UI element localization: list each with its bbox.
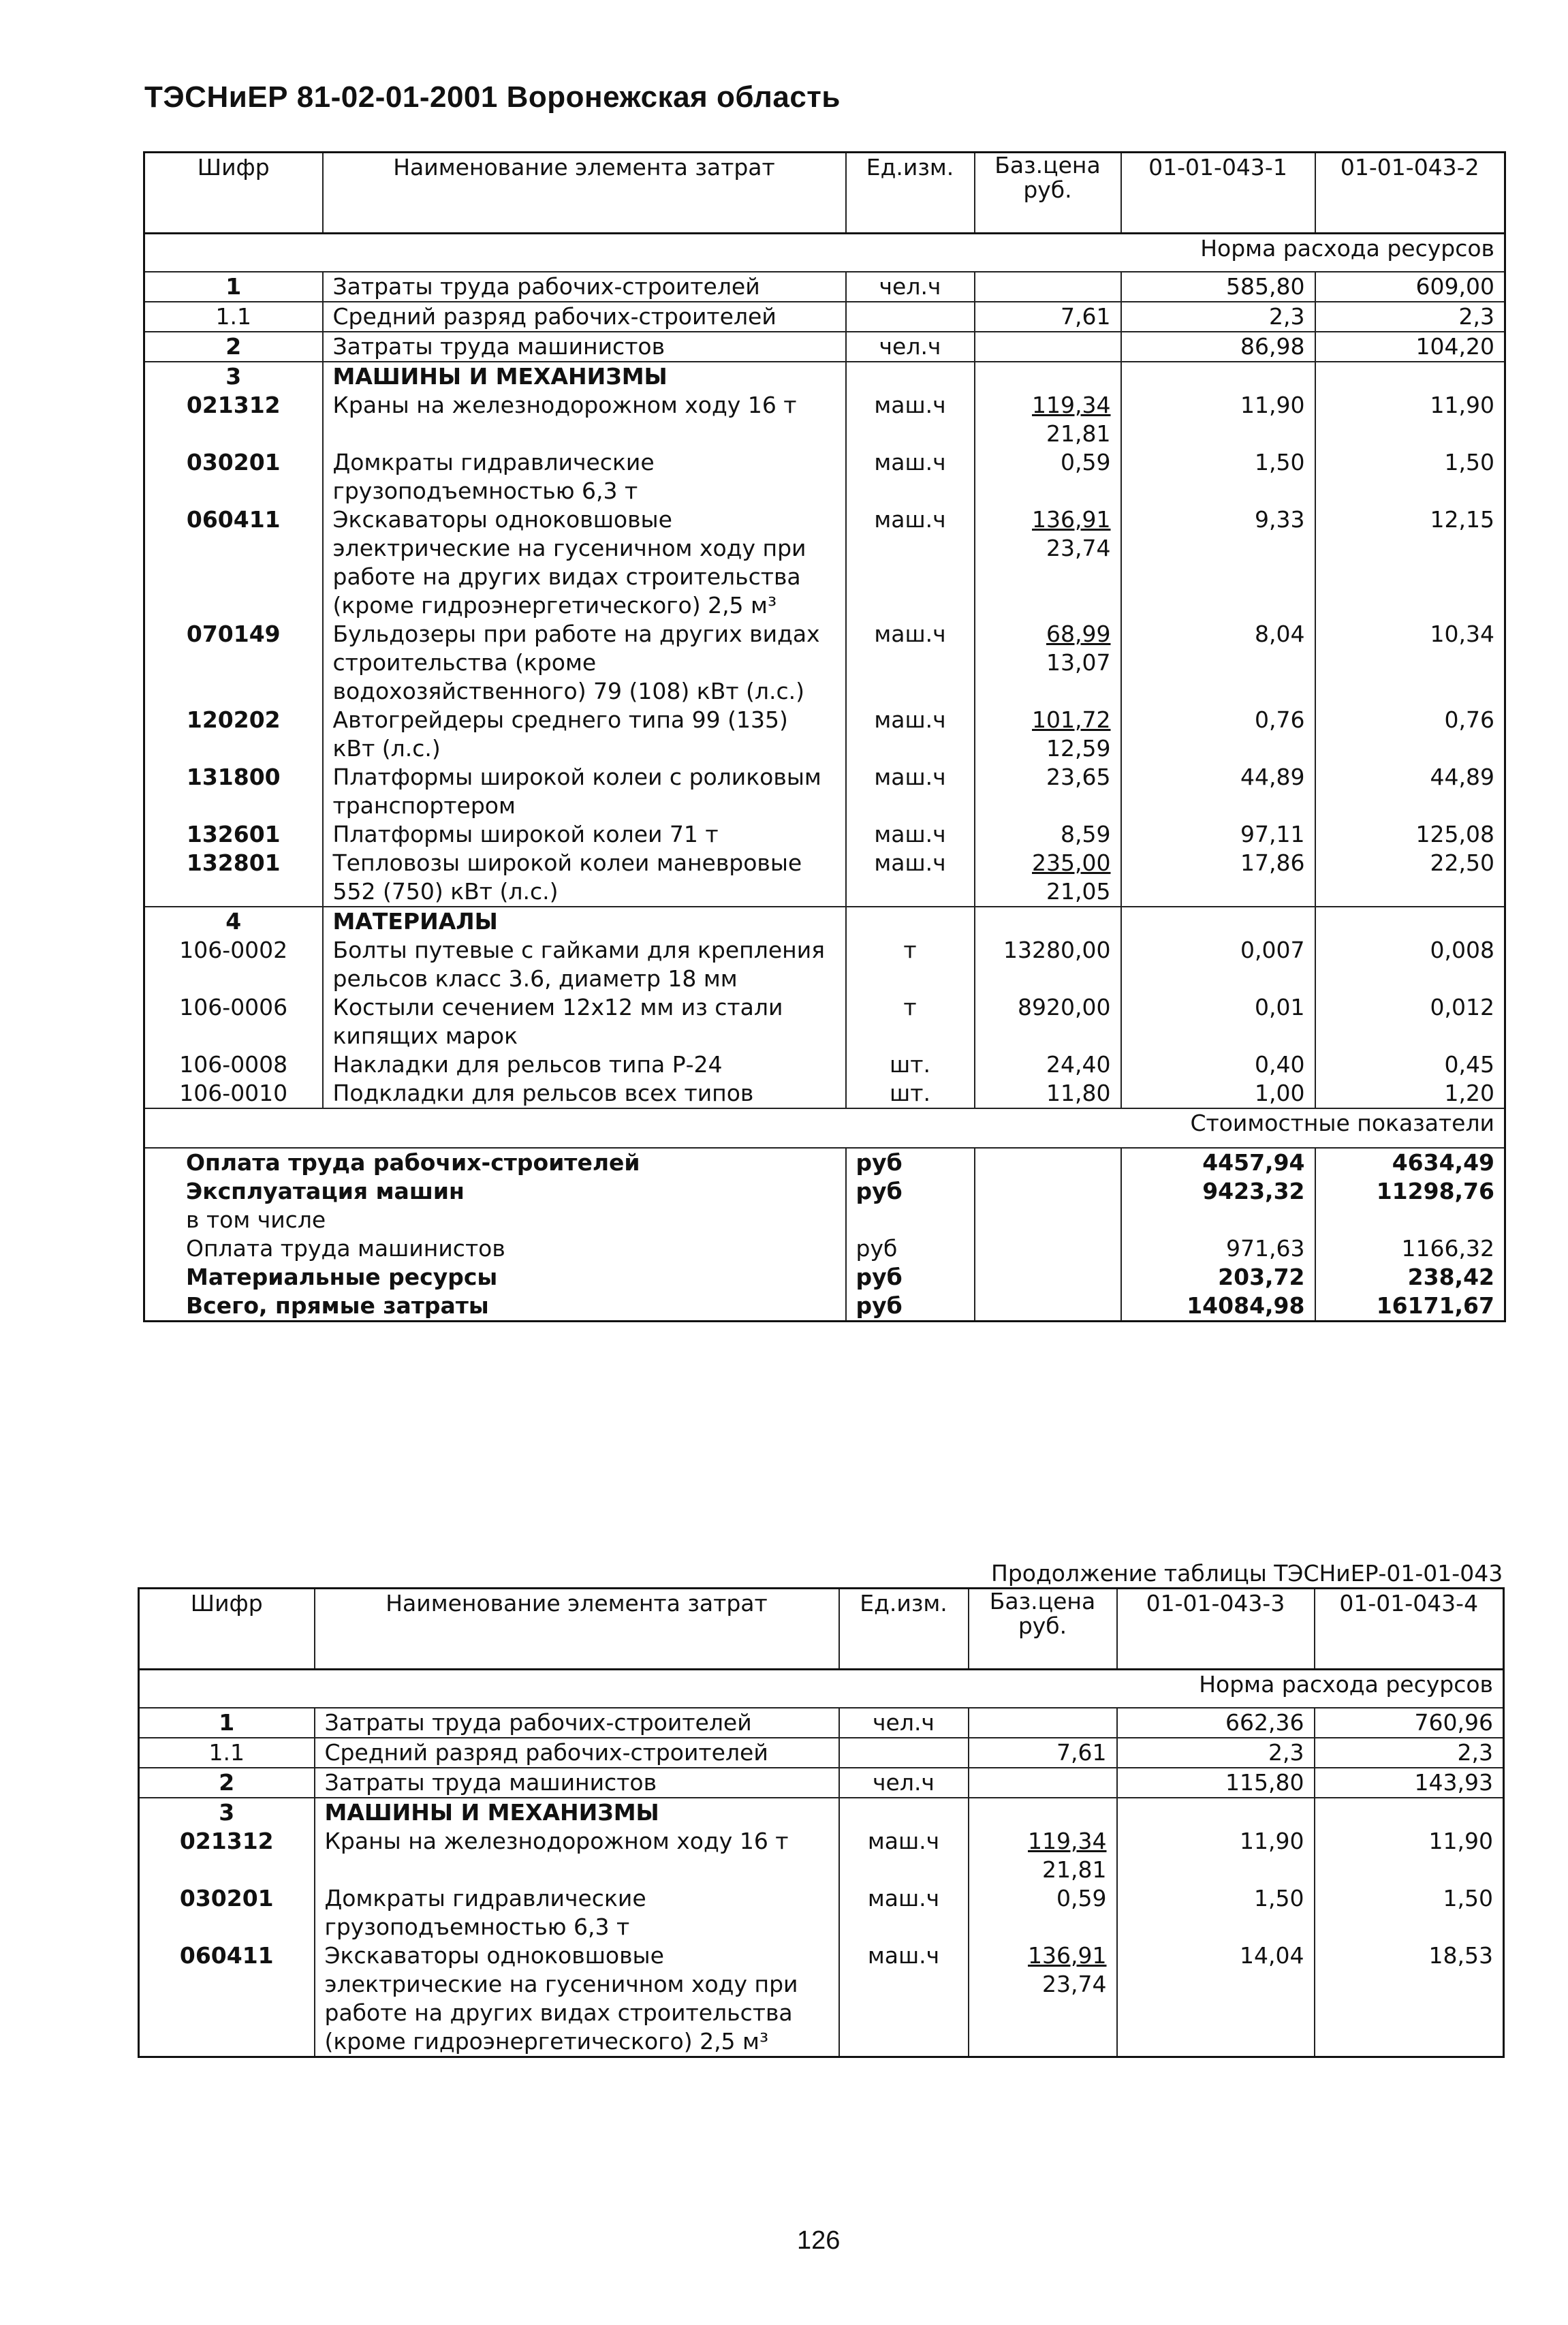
cell-name: Экскаваторы одноковшовые электрические на гусеничном ходу при работе на других видах строительства (кроме гидроэнергетического) 2,5 м³ [323,505,846,620]
total-value-2: 4634,49 [1392,1149,1494,1176]
cell-value-1: 1,50 [1117,1884,1315,1941]
cell-value-1: 0,40 [1121,1050,1315,1079]
cell-cipher: 120202 [144,706,323,763]
cell-value-2: 104,20 [1315,332,1505,362]
total-value-2: 16171,67 [1376,1292,1494,1319]
table-row [144,936,1505,993]
total-empty [975,1177,1121,1206]
price-sub: 13,07 [1046,649,1111,676]
cell-name: Экскаваторы одноковшовые электрические на гусеничном ходу при работе на других видах строительства (кроме гидроэнергетического) 2,5 м³ [315,1941,839,2057]
header-unit: Ед.изм. [839,1589,969,1670]
cell-unit: маш.ч [839,1884,969,1941]
cell-name: Краны на железнодорожном ходу 16 т [315,1827,839,1884]
price-sub: 21,81 [1042,1856,1107,1883]
cell-price: 11,80 [975,1079,1121,1108]
cell-value-1: 2,3 [1121,302,1315,332]
cell-cipher: 021312 [144,391,323,448]
cell-name: Платформы широкой колеи 71 т [323,820,846,849]
cell-cipher: 106-0010 [144,1079,323,1108]
total-label: в том числе [144,1206,846,1234]
cell-price [975,362,1121,391]
cell-value-1: 662,36 [1117,1708,1315,1738]
cell-cipher: 131800 [144,763,323,820]
header-unit: Ед.изм. [846,153,975,234]
cell-price: 7,61 [975,302,1121,332]
table-row [144,620,1505,706]
cell-name: Бульдозеры при работе на других видах строительства (кроме водохозяйственного) 79 (108) кВт (л.с.) [323,620,846,706]
cell-cipher: 3 [139,1798,315,1827]
cell-unit: маш.ч [846,391,975,448]
cell-cipher: 106-0008 [144,1050,323,1079]
total-value-2 [1315,1206,1505,1234]
total-label: Всего, прямые затраты [144,1292,846,1322]
cell-value-1: 0,76 [1121,706,1315,763]
price-sub: 21,05 [1046,878,1111,905]
table-row [144,849,1505,907]
cell-value-1: 1,00 [1121,1079,1315,1108]
cell-value-1: 11,90 [1117,1827,1315,1884]
table-row [144,763,1505,820]
total-unit: руб [846,1177,975,1206]
table-row [144,448,1505,505]
cell-value-1: 585,80 [1121,272,1315,302]
cell-value-1: 9,33 [1121,505,1315,620]
header-cipher: Шифр [139,1589,315,1670]
cell-value-2: 760,96 [1315,1708,1504,1738]
cell-unit: чел.ч [839,1768,969,1798]
cell-unit: шт. [846,1079,975,1108]
table-row [144,302,1505,332]
price-sub: 23,74 [1042,1971,1107,1997]
totals-row [144,1206,1505,1234]
norma-row [139,1670,1504,1708]
total-empty [975,1148,1121,1177]
cell-value-2: 0,012 [1430,994,1494,1020]
header-base-price: Баз.цена руб. [969,1589,1117,1670]
cell-value-2 [1315,362,1505,391]
cell-price: 13280,00 [975,936,1121,993]
cell-price [969,1768,1117,1798]
header-name: Наименование элемента затрат [315,1589,839,1670]
header-code-2: 01-01-043-2 [1315,153,1505,234]
cell-value-1 [1117,1798,1315,1827]
cell-price: 8,59 [975,820,1121,849]
cell-price [969,1827,1117,1884]
cell-unit: маш.ч [846,706,975,763]
resource-table-2 [138,1587,1505,2058]
price-sub: 23,74 [1046,535,1111,561]
cell-name: Краны на железнодорожном ходу 16 т [323,391,846,448]
cell-unit: маш.ч [846,763,975,820]
norma-row [144,234,1505,272]
cell-value-1 [1121,907,1315,936]
total-value-2: 11298,76 [1376,1178,1494,1204]
cell-value-1: 0,007 [1121,936,1315,993]
price-main: 119,34 [1028,1828,1107,1854]
cell-value-2: 125,08 [1415,821,1494,847]
cell-price [969,1798,1117,1827]
cell-name: Тепловозы широкой колеи маневровые 552 (750) кВт (л.с.) [323,849,846,907]
cell-price [975,272,1121,302]
page-title: ТЭСНиЕР 81-02-01-2001 Воронежская область [144,80,841,114]
norma-label: Норма расхода ресурсов [139,1670,1504,1708]
table-row [144,272,1505,302]
cell-value-2: 609,00 [1315,272,1505,302]
cell-value-1: 2,3 [1117,1738,1315,1768]
price-main: 235,00 [1032,849,1111,876]
cell-price [975,391,1121,448]
cell-name: Домкраты гидравлические грузоподъемностью 6,3 т [323,448,846,505]
table-row [144,391,1505,448]
cell-value-2: 2,3 [1315,1738,1504,1768]
cell-name: Средний разряд рабочих-строителей [315,1738,839,1768]
cell-unit: маш.ч [846,820,975,849]
cell-cipher: 1.1 [144,302,323,332]
cell-cipher: 106-0002 [144,936,323,993]
cell-price [975,849,1121,907]
norma-label: Норма расхода ресурсов [144,234,1505,272]
total-value-2: 1166,32 [1401,1235,1494,1262]
cell-cipher: 4 [144,907,323,936]
totals-row [144,1234,1505,1263]
table-row [139,1827,1504,1884]
table-header-row [144,153,1505,234]
cell-cipher: 2 [139,1768,315,1798]
cell-value-1: 14,04 [1117,1941,1315,2057]
cell-value-1: 8,04 [1121,620,1315,706]
cell-name: Затраты труда рабочих-строителей [323,272,846,302]
cell-name: Болты путевые с гайками для крепления рельсов класс 3.6, диаметр 18 мм [323,936,846,993]
cell-value-2 [1315,907,1505,936]
cell-value-2: 11,90 [1428,1828,1493,1854]
table-row [144,505,1505,620]
price-main: 68,99 [1046,621,1111,647]
table-row [144,907,1505,936]
cell-unit [839,1798,969,1827]
cell-name: Автогрейдеры среднего типа 99 (135) кВт (л.с.) [323,706,846,763]
cell-cipher: 2 [144,332,323,362]
total-unit: руб [846,1234,975,1263]
cell-unit: т [846,993,975,1050]
cell-name: МАШИНЫ И МЕХАНИЗМЫ [315,1798,839,1827]
cell-price [969,1941,1117,2057]
cell-value-2: 12,15 [1430,506,1494,533]
cell-cipher: 021312 [139,1827,315,1884]
total-value-2: 238,42 [1407,1264,1494,1290]
cell-unit: маш.ч [846,849,975,907]
cell-value-2: 2,3 [1315,302,1505,332]
table2-body [139,1708,1504,2057]
total-empty [975,1263,1121,1292]
table1-body [144,272,1505,1108]
cell-value-2: 0,45 [1444,1051,1494,1078]
cell-value-2 [1315,1798,1504,1827]
cell-cipher: 060411 [144,505,323,620]
table-row [139,1738,1504,1768]
table-row [144,332,1505,362]
cell-name: МАТЕРИАЛЫ [323,907,846,936]
cell-unit: чел.ч [846,332,975,362]
cost-label-row [144,1108,1505,1148]
cell-price [975,620,1121,706]
cell-value-2: 143,93 [1315,1768,1504,1798]
cell-unit [846,302,975,332]
table-row [139,1798,1504,1827]
table-row [144,1050,1505,1079]
table2-header-row [139,1589,1504,1670]
cell-name: МАШИНЫ И МЕХАНИЗМЫ [323,362,846,391]
cell-value-1: 17,86 [1121,849,1315,907]
total-label: Материальные ресурсы [144,1263,846,1292]
price-main: 136,91 [1032,506,1111,533]
price-sub: 12,59 [1046,735,1111,762]
price-main: 136,91 [1028,1942,1107,1969]
cell-unit [846,362,975,391]
table-row [139,1768,1504,1798]
total-value-1: 4457,94 [1121,1148,1315,1177]
total-unit: руб [846,1292,975,1322]
cell-name: Средний разряд рабочих-строителей [323,302,846,332]
cell-cipher: 030201 [144,448,323,505]
header-name: Наименование элемента затрат [323,153,846,234]
cell-value-2: 1,20 [1315,1079,1505,1108]
header-cipher: Шифр [144,153,323,234]
table-row [144,1079,1505,1108]
cell-cipher: 1 [139,1708,315,1738]
header-code-4: 01-01-043-4 [1315,1589,1504,1670]
cell-price [969,1708,1117,1738]
totals-body [144,1148,1505,1322]
price-sub: 21,81 [1046,420,1111,447]
cell-name: Затраты труда рабочих-строителей [315,1708,839,1738]
price-main: 101,72 [1032,706,1111,733]
total-value-1: 9423,32 [1121,1177,1315,1206]
header-code-1: 01-01-043-1 [1121,153,1315,234]
cell-value-1: 0,01 [1121,993,1315,1050]
total-label: Оплата труда рабочих-строителей [144,1148,846,1177]
page-number: 126 [797,2226,841,2255]
cell-price [975,706,1121,763]
cell-unit [839,1738,969,1768]
table-row [139,1708,1504,1738]
cell-value-1 [1121,362,1315,391]
cell-name: Домкраты гидравлические грузоподъемностью 6,3 т [315,1884,839,1941]
cell-cipher: 030201 [139,1884,315,1941]
total-label: Оплата труда машинистов [144,1234,846,1263]
cell-value-2: 11,90 [1430,392,1494,418]
cell-name: Затраты труда машинистов [323,332,846,362]
cell-name: Накладки для рельсов типа Р-24 [323,1050,846,1079]
price-main: 119,34 [1032,392,1111,418]
cell-value-1: 115,80 [1117,1768,1315,1798]
cell-value-2: 44,89 [1430,764,1494,790]
cell-cipher: 132801 [144,849,323,907]
cell-value-1: 97,11 [1121,820,1315,849]
table-row [144,993,1505,1050]
header-base-price: Баз.цена руб. [975,153,1121,234]
cell-value-2: 10,34 [1430,621,1494,647]
cell-unit: чел.ч [846,272,975,302]
cell-price [975,907,1121,936]
cell-price: 0,59 [975,448,1121,505]
cell-name: Подкладки для рельсов всех типов [323,1079,846,1108]
cell-cipher: 1.1 [139,1738,315,1768]
cell-price: 0,59 [969,1884,1117,1941]
cell-value-1: 11,90 [1121,391,1315,448]
cell-price [975,332,1121,362]
cell-value-2: 0,76 [1444,706,1494,733]
cost-label: Стоимостные показатели [144,1108,1505,1148]
cell-price [975,505,1121,620]
totals-row [144,1148,1505,1177]
total-empty [975,1234,1121,1263]
cell-value-2: 0,008 [1430,937,1494,963]
cell-price: 23,65 [975,763,1121,820]
cell-unit: маш.ч [839,1827,969,1884]
cell-cipher: 060411 [139,1941,315,2057]
cell-cipher: 070149 [144,620,323,706]
cell-unit: чел.ч [839,1708,969,1738]
cell-name: Костыли сечением 12х12 мм из стали кипящих марок [323,993,846,1050]
cell-cipher: 3 [144,362,323,391]
table-row [144,706,1505,763]
total-empty [975,1292,1121,1322]
cell-value-2: 1,50 [1443,1885,1493,1912]
cell-name: Платформы широкой колеи с роликовым транспортером [323,763,846,820]
cell-unit: маш.ч [839,1941,969,2057]
resource-table-1 [143,151,1506,1322]
cell-cipher: 132601 [144,820,323,849]
table-row [139,1884,1504,1941]
cell-cipher: 106-0006 [144,993,323,1050]
cell-cipher: 1 [144,272,323,302]
total-empty [975,1206,1121,1234]
total-label: Эксплуатация машин [144,1177,846,1206]
cell-unit: т [846,936,975,993]
cell-value-2: 1,50 [1444,449,1494,475]
cell-unit: маш.ч [846,620,975,706]
totals-row [144,1263,1505,1292]
total-unit: руб [846,1148,975,1177]
cell-unit: шт. [846,1050,975,1079]
continuation-label: Продолжение таблицы ТЭСНиЕР-01-01-043 [991,1560,1503,1587]
cell-price: 8920,00 [975,993,1121,1050]
cell-price: 24,40 [975,1050,1121,1079]
cell-unit [846,907,975,936]
totals-row [144,1292,1505,1322]
total-value-1 [1121,1206,1315,1234]
header-code-3: 01-01-043-3 [1117,1589,1315,1670]
cell-unit: маш.ч [846,505,975,620]
total-value-1: 203,72 [1121,1263,1315,1292]
cell-price: 7,61 [969,1738,1117,1768]
total-unit [846,1206,975,1234]
cell-unit: маш.ч [846,448,975,505]
table-row [144,362,1505,391]
cell-value-1: 44,89 [1121,763,1315,820]
table-row [139,1941,1504,2057]
cell-value-2: 22,50 [1315,849,1505,907]
cell-value-1: 86,98 [1121,332,1315,362]
cell-value-1: 1,50 [1121,448,1315,505]
totals-row [144,1177,1505,1206]
cell-value-2: 18,53 [1428,1942,1493,1969]
cell-name: Затраты труда машинистов [315,1768,839,1798]
total-unit: руб [846,1263,975,1292]
total-value-1: 14084,98 [1121,1292,1315,1322]
table-row [144,820,1505,849]
total-value-1: 971,63 [1121,1234,1315,1263]
